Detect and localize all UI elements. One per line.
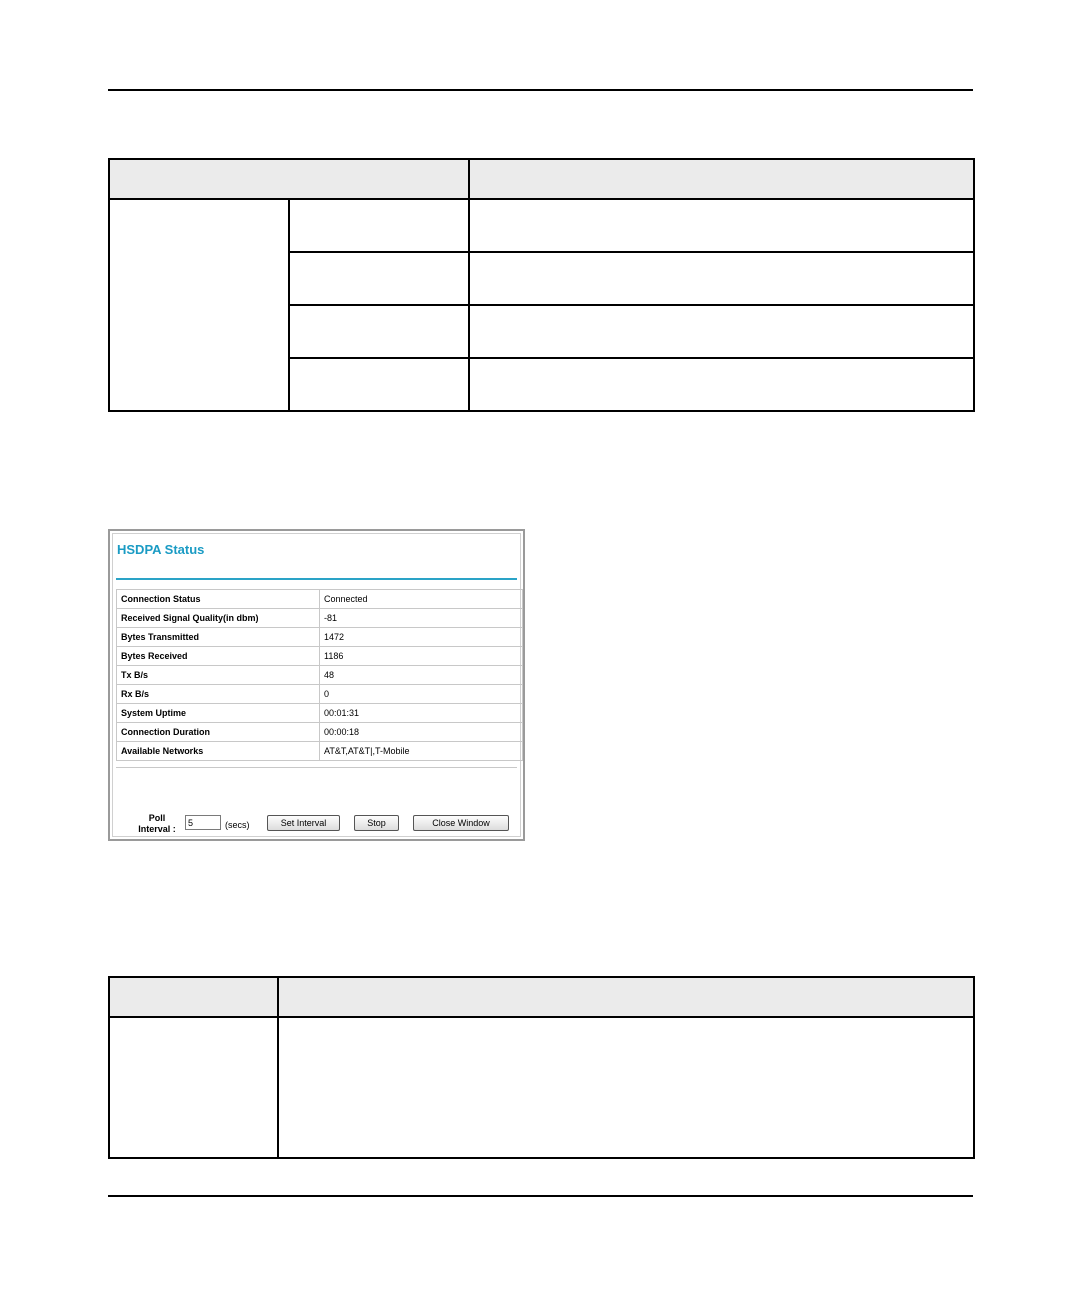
stop-button[interactable]: Stop bbox=[354, 815, 399, 831]
status-row bbox=[117, 666, 523, 685]
status-row bbox=[117, 628, 523, 647]
poll-interval-label bbox=[135, 813, 179, 835]
table-cell bbox=[289, 199, 469, 252]
table-header-cell bbox=[278, 977, 974, 1017]
title-divider bbox=[116, 578, 517, 580]
footer-rule bbox=[108, 1195, 973, 1197]
poll-unit-label: (secs) bbox=[225, 820, 250, 830]
table-cell bbox=[469, 199, 974, 252]
status-value: 48 bbox=[320, 666, 523, 685]
table-header-row bbox=[109, 977, 974, 1017]
status-row bbox=[117, 742, 523, 761]
table-cell bbox=[109, 199, 289, 411]
status-value: 1472 bbox=[320, 628, 523, 647]
table-cell bbox=[289, 358, 469, 411]
close-window-button[interactable]: Close Window bbox=[413, 815, 509, 831]
table-row bbox=[109, 1017, 974, 1158]
status-label: Bytes Received bbox=[117, 647, 320, 666]
table-cell bbox=[469, 358, 974, 411]
table-cell bbox=[469, 305, 974, 358]
status-row bbox=[117, 647, 523, 666]
status-value: 00:01:31 bbox=[320, 704, 523, 723]
status-row bbox=[117, 704, 523, 723]
status-value: Connected bbox=[320, 590, 523, 609]
table-cell bbox=[109, 1017, 278, 1158]
poll-interval-input[interactable] bbox=[185, 815, 221, 830]
status-value: 1186 bbox=[320, 647, 523, 666]
status-row bbox=[117, 590, 523, 609]
table-row bbox=[109, 199, 974, 252]
table-header-cell bbox=[469, 159, 974, 199]
window-title: HSDPA Status bbox=[117, 542, 205, 557]
table-cell bbox=[469, 252, 974, 305]
poll-label-line: Interval : bbox=[138, 824, 176, 834]
status-label: Received Signal Quality(in dbm) bbox=[117, 609, 320, 628]
status-label: Bytes Transmitted bbox=[117, 628, 320, 647]
status-value: 0 bbox=[320, 685, 523, 704]
status-table bbox=[116, 589, 523, 761]
status-row bbox=[117, 723, 523, 742]
window-frame bbox=[112, 533, 521, 837]
table-header-cell bbox=[109, 977, 278, 1017]
table-header-cell bbox=[109, 159, 469, 199]
status-value: AT&T,AT&T|,T-Mobile bbox=[320, 742, 523, 761]
table-cell bbox=[278, 1017, 974, 1158]
table-cell bbox=[289, 252, 469, 305]
settings-table-bottom bbox=[108, 976, 975, 1159]
footer-divider bbox=[116, 767, 517, 768]
set-interval-button[interactable]: Set Interval bbox=[267, 815, 340, 831]
status-value: -81 bbox=[320, 609, 523, 628]
status-row bbox=[117, 609, 523, 628]
status-value: 00:00:18 bbox=[320, 723, 523, 742]
poll-label-line: Poll bbox=[148, 813, 166, 823]
table-cell bbox=[289, 305, 469, 358]
status-label: Available Networks bbox=[117, 742, 320, 761]
status-label: Tx B/s bbox=[117, 666, 320, 685]
status-label: Connection Status bbox=[117, 590, 320, 609]
header-rule bbox=[108, 89, 973, 91]
settings-table-top bbox=[108, 158, 975, 412]
hsdpa-status-window bbox=[108, 529, 525, 841]
table-header-row bbox=[109, 159, 974, 199]
status-label: Rx B/s bbox=[117, 685, 320, 704]
status-label: System Uptime bbox=[117, 704, 320, 723]
status-label: Connection Duration bbox=[117, 723, 320, 742]
status-row bbox=[117, 685, 523, 704]
